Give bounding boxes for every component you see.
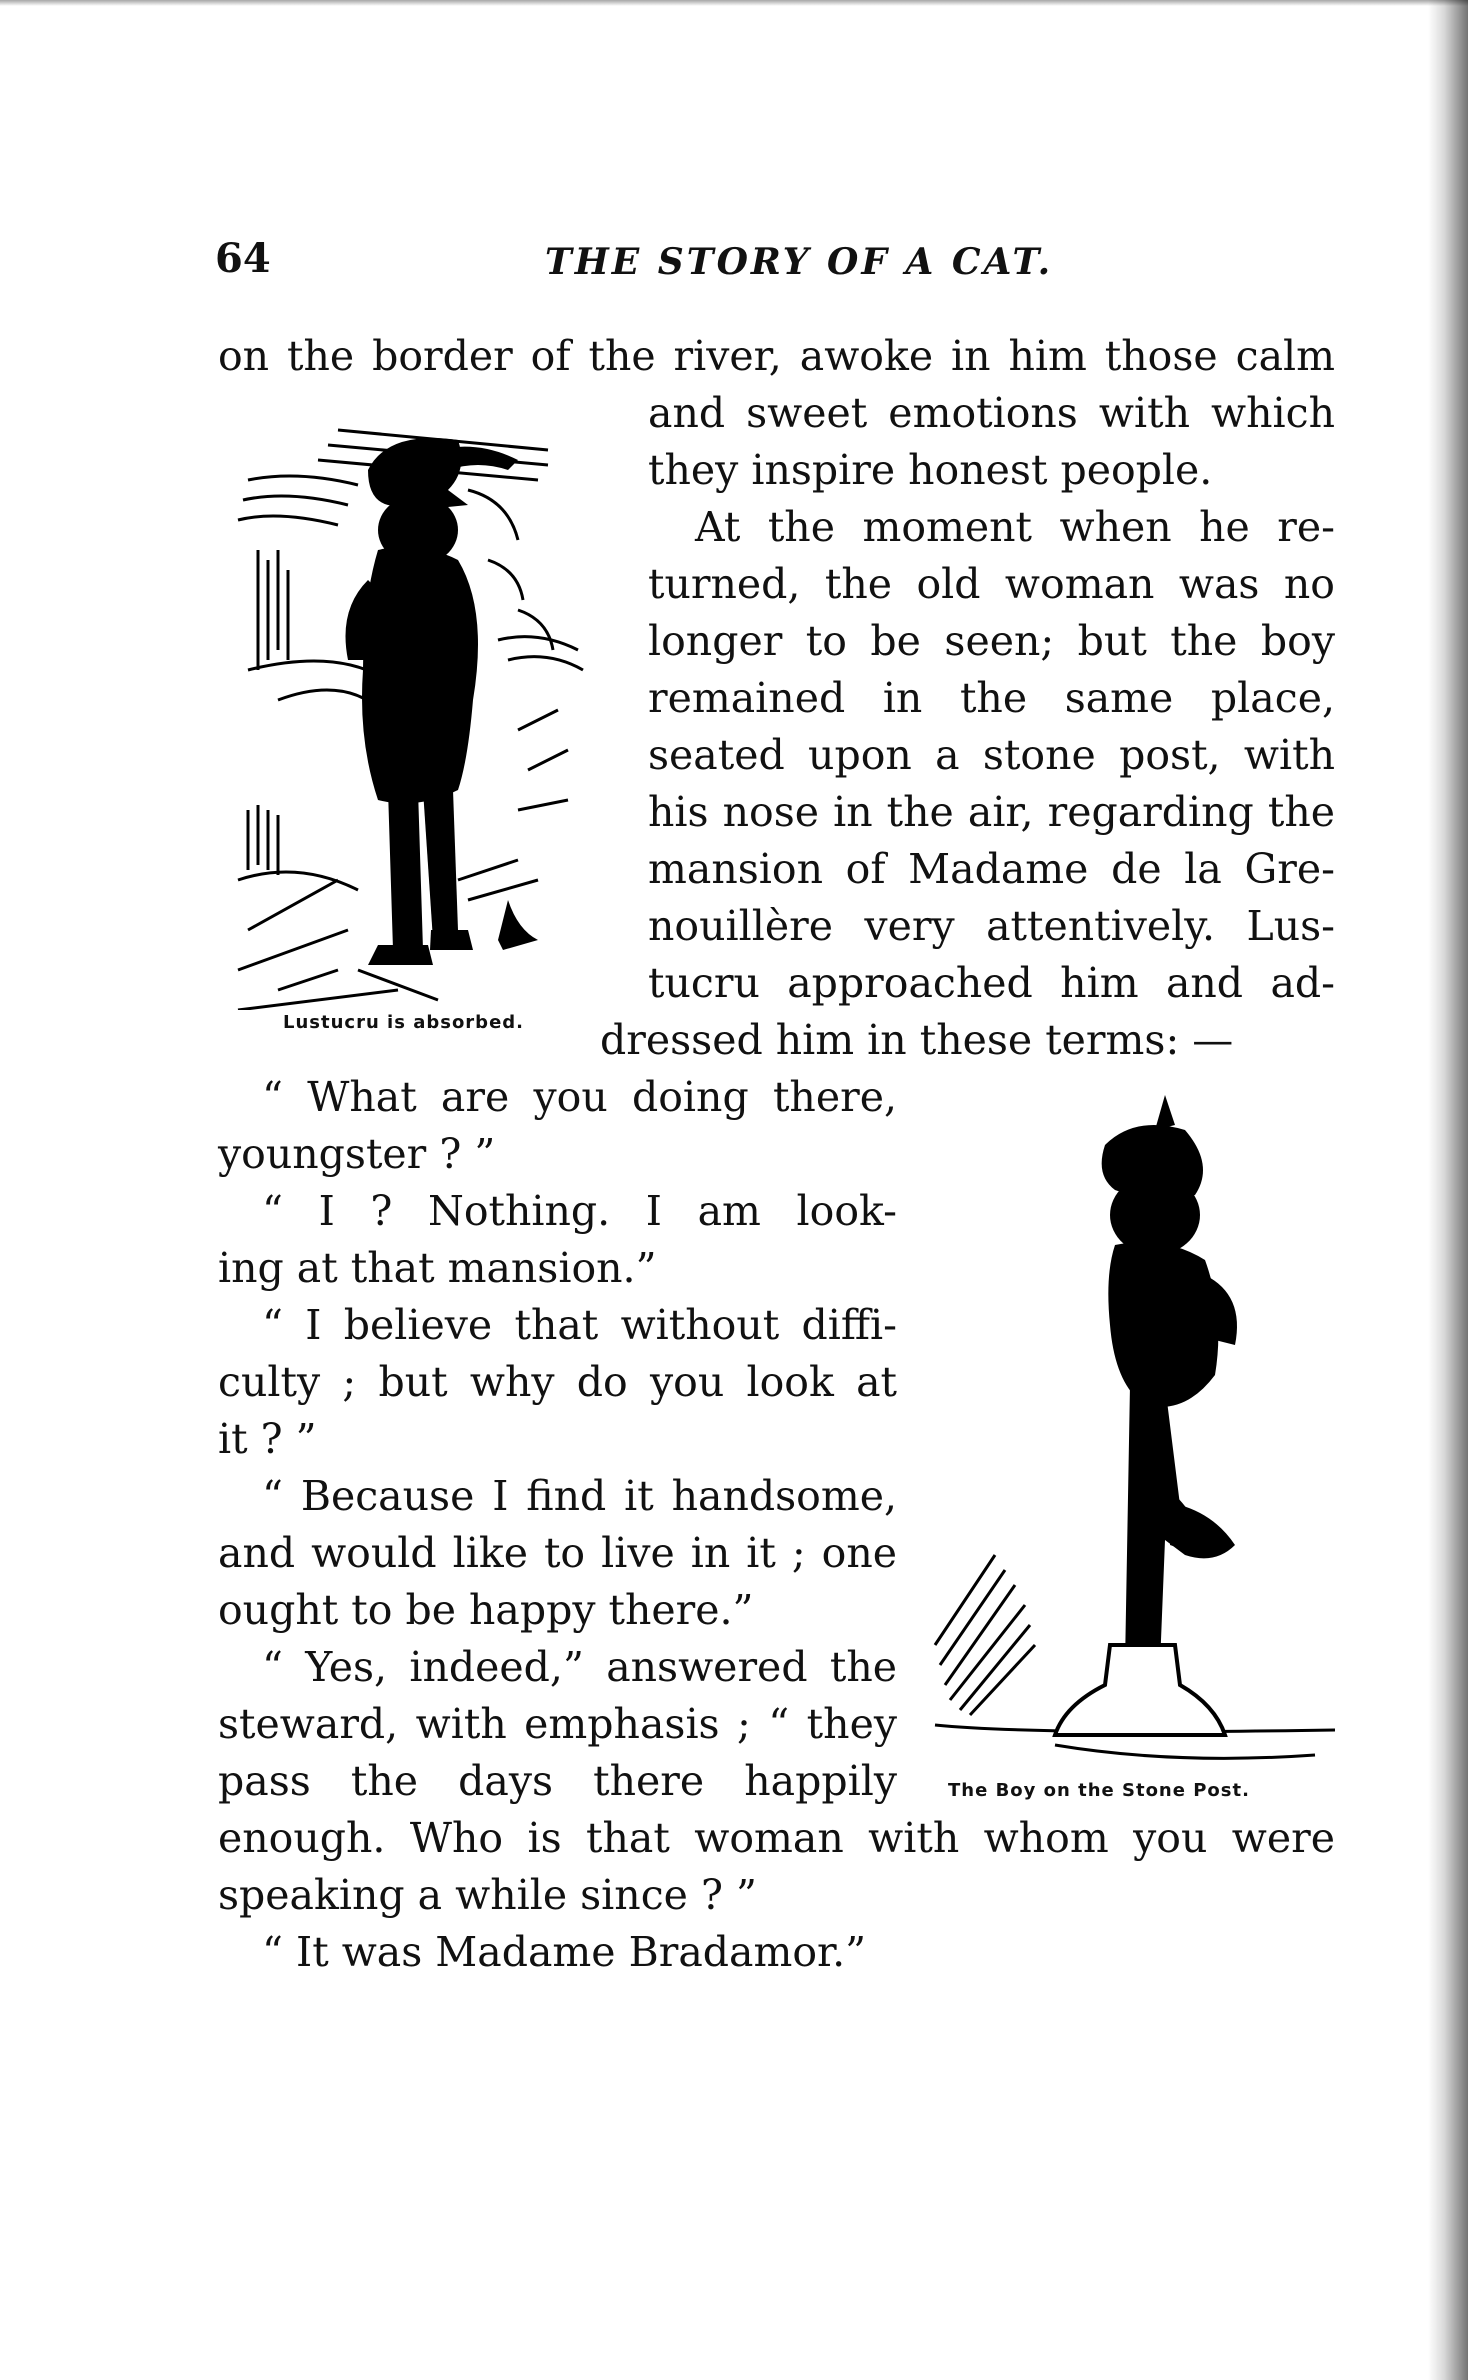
text-line: his nose in the air, regarding the	[648, 788, 1335, 836]
figure-caption-lustucru: Lustucru is absorbed.	[283, 1012, 524, 1033]
text-line: “ What are you doing there,	[262, 1073, 897, 1121]
scan-right-edge	[1428, 0, 1468, 2380]
figure-caption-boy: The Boy on the Stone Post.	[948, 1780, 1250, 1801]
text-line: “ Yes, indeed,” answered the	[262, 1643, 897, 1691]
text-line: enough. Who is that woman with whom you were	[218, 1814, 1335, 1862]
text-line: it ? ”	[218, 1415, 317, 1463]
text-line: tucru approached him and ad-	[648, 959, 1335, 1007]
text-line: culty ; but why do you look at	[218, 1358, 897, 1406]
text-line: steward, with emphasis ; “ they	[218, 1700, 897, 1748]
text-line: speaking a while since ? ”	[218, 1871, 757, 1919]
text-line: pass the days there happily	[218, 1757, 897, 1805]
text-line: “ It was Madame Bradamor.”	[262, 1928, 867, 1976]
text-line: and would like to live in it ; one	[218, 1529, 897, 1577]
text-line: nouillère very attentively. Lus-	[648, 902, 1335, 950]
text-line: and sweet emotions with which	[648, 389, 1335, 437]
text-line: dressed him in these terms: —	[600, 1016, 1234, 1064]
text-line: “ I believe that without diffi-	[262, 1301, 897, 1349]
boy-on-stone-post-illustration	[915, 1085, 1335, 1785]
running-title: THE STORY OF A CAT.	[545, 241, 1054, 283]
text-line: “ I ? Nothing. I am look-	[262, 1187, 897, 1235]
text-line: on the border of the river, awoke in him those calm	[218, 332, 1335, 380]
page-header	[215, 235, 1335, 295]
page-number: 64	[215, 235, 271, 282]
text-line: turned, the old woman was no	[648, 560, 1335, 608]
text-line: ing at that mansion.”	[218, 1244, 657, 1292]
lustucru-silhouette-illustration	[218, 410, 618, 1010]
scan-top-edge	[0, 0, 1468, 6]
text-line: youngster ? ”	[218, 1130, 496, 1178]
text-line: ought to be happy there.”	[218, 1586, 754, 1634]
text-line: At the moment when he re-	[695, 503, 1335, 551]
text-line: “ Because I find it handsome,	[262, 1472, 897, 1520]
text-line: mansion of Madame de la Gre-	[648, 845, 1335, 893]
text-line: seated upon a stone post, with	[648, 731, 1335, 779]
text-line: they inspire honest people.	[648, 446, 1213, 494]
text-line: remained in the same place,	[648, 674, 1335, 722]
text-line: longer to be seen; but the boy	[648, 617, 1335, 665]
